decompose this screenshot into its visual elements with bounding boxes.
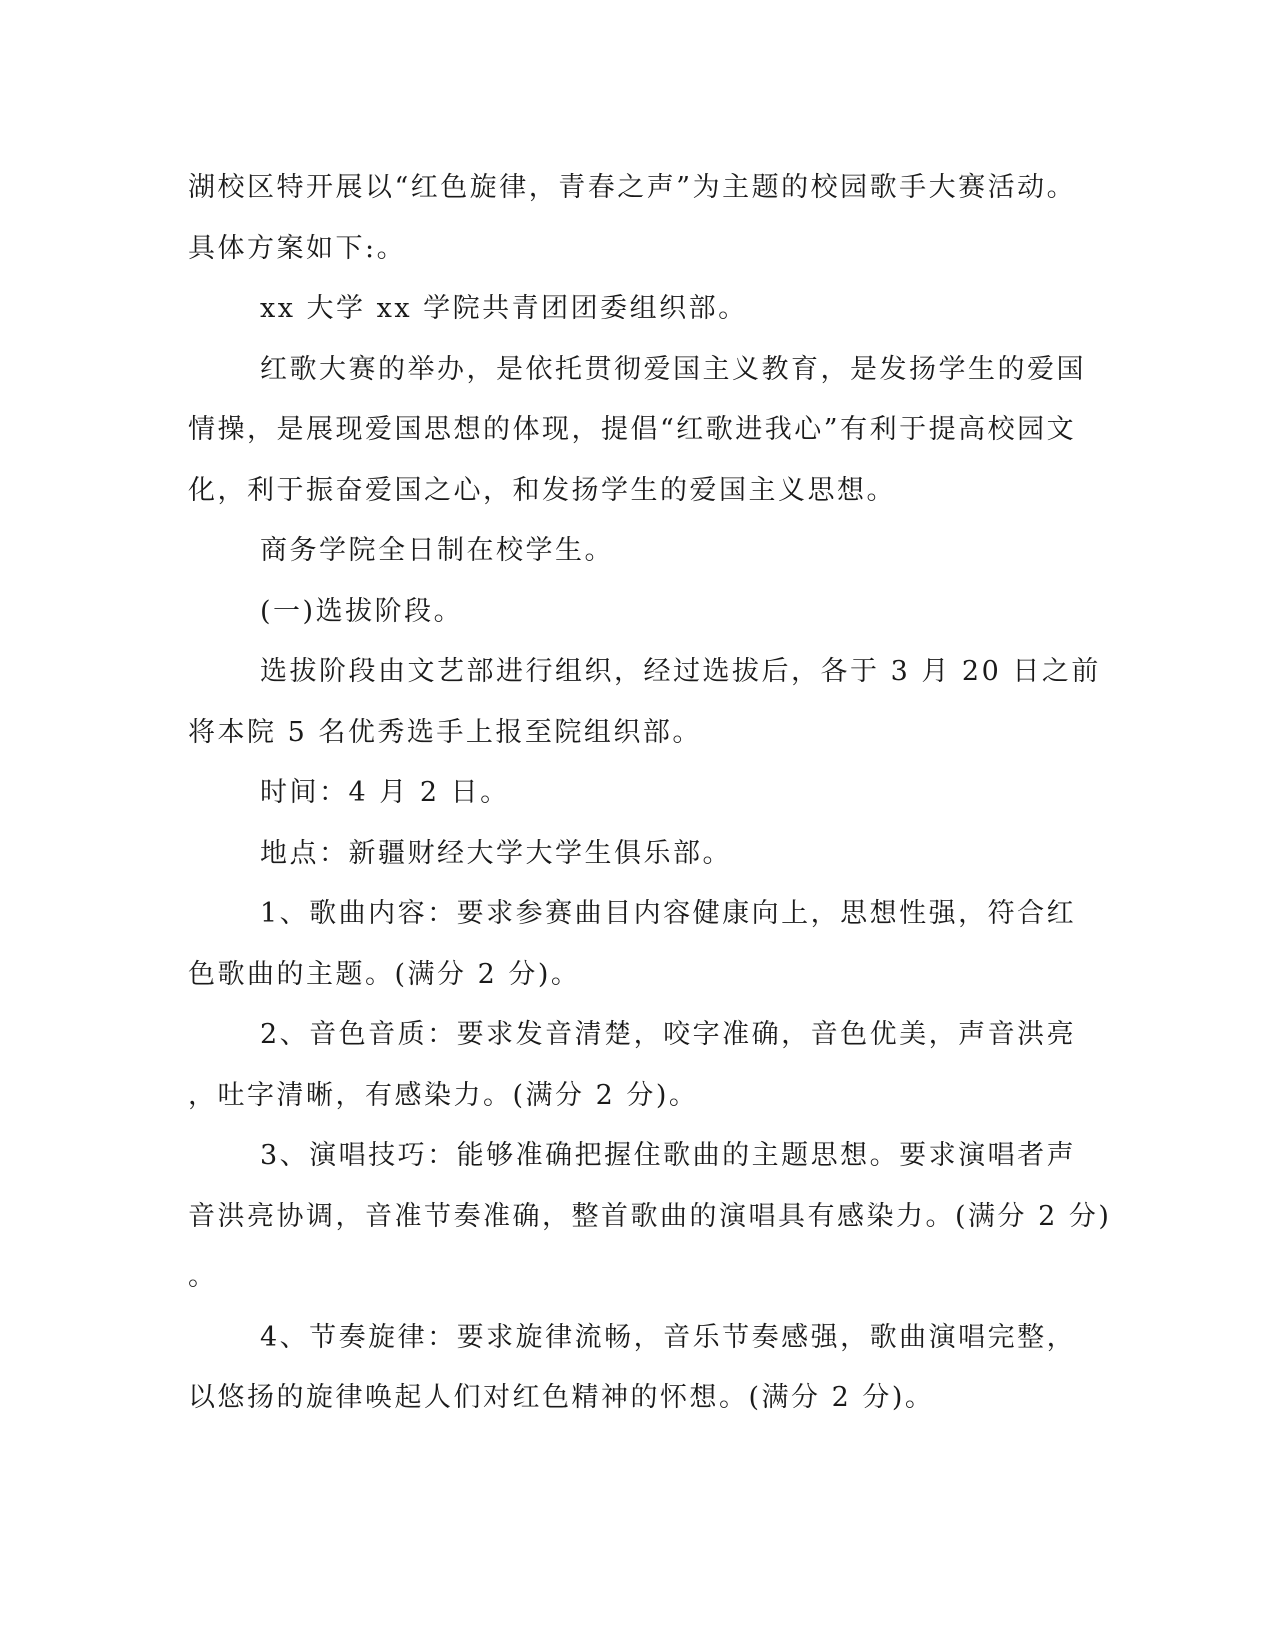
text-line-7: 商务学院全日制在校学生。 bbox=[260, 535, 614, 566]
text-line-15: 2、音色音质：要求发音清楚，咬字准确，音色优美，声音洪亮 bbox=[260, 1019, 1077, 1050]
text-line-13: 1、歌曲内容：要求参赛曲目内容健康向上，思想性强，符合红 bbox=[260, 898, 1077, 929]
text-line-18: 音洪亮协调，音准节奏准确，整首歌曲的演唱具有感染力。(满分 2 分) bbox=[188, 1200, 1112, 1232]
text-line-14: 色歌曲的主题。(满分 2 分)。 bbox=[188, 958, 581, 990]
text-line-19: 。 bbox=[188, 1261, 218, 1292]
text-line-10: 将本院 5 名优秀选手上报至院组织部。 bbox=[188, 716, 702, 748]
text-line-21: 以悠扬的旋律唤起人们对红色精神的怀想。(满分 2 分)。 bbox=[188, 1382, 935, 1413]
document-body bbox=[188, 158, 1112, 1429]
text-line-17: 3、演唱技巧：能够准确把握住歌曲的主题思想。要求演唱者声 bbox=[260, 1140, 1077, 1171]
text-line-11: 时间：4 月 2 日。 bbox=[260, 777, 510, 808]
text-line-3: xx 大学 xx 学院共青团团委组织部。 bbox=[260, 293, 748, 324]
text-line-8: (一)选拔阶段。 bbox=[260, 595, 464, 627]
text-line-9: 选拔阶段由文艺部进行组织，经过选拔后，各于 3 月 20 日之前 bbox=[260, 656, 1101, 687]
text-line-6: 化，利于振奋爱国之心，和发扬学生的爱国主义思想。 bbox=[188, 474, 896, 506]
text-line-16: ，吐字清晰，有感染力。(满分 2 分)。 bbox=[188, 1079, 699, 1111]
text-line-20: 4、节奏旋律：要求旋律流畅，音乐节奏感强，歌曲演唱完整， bbox=[260, 1321, 1077, 1353]
text-line-2: 具体方案如下:。 bbox=[188, 232, 407, 264]
text-line-4: 红歌大赛的举办，是依托贯彻爱国主义教育，是发扬学生的爱国 bbox=[260, 353, 1086, 385]
text-line-5: 情操，是展现爱国思想的体现，提倡“红歌进我心”有利于提高校园文 bbox=[188, 414, 1077, 445]
text-line-12: 地点：新疆财经大学大学生俱乐部。 bbox=[260, 837, 732, 869]
text-line-1: 湖校区特开展以“红色旋律，青春之声”为主题的校园歌手大赛活动。 bbox=[188, 172, 1077, 203]
